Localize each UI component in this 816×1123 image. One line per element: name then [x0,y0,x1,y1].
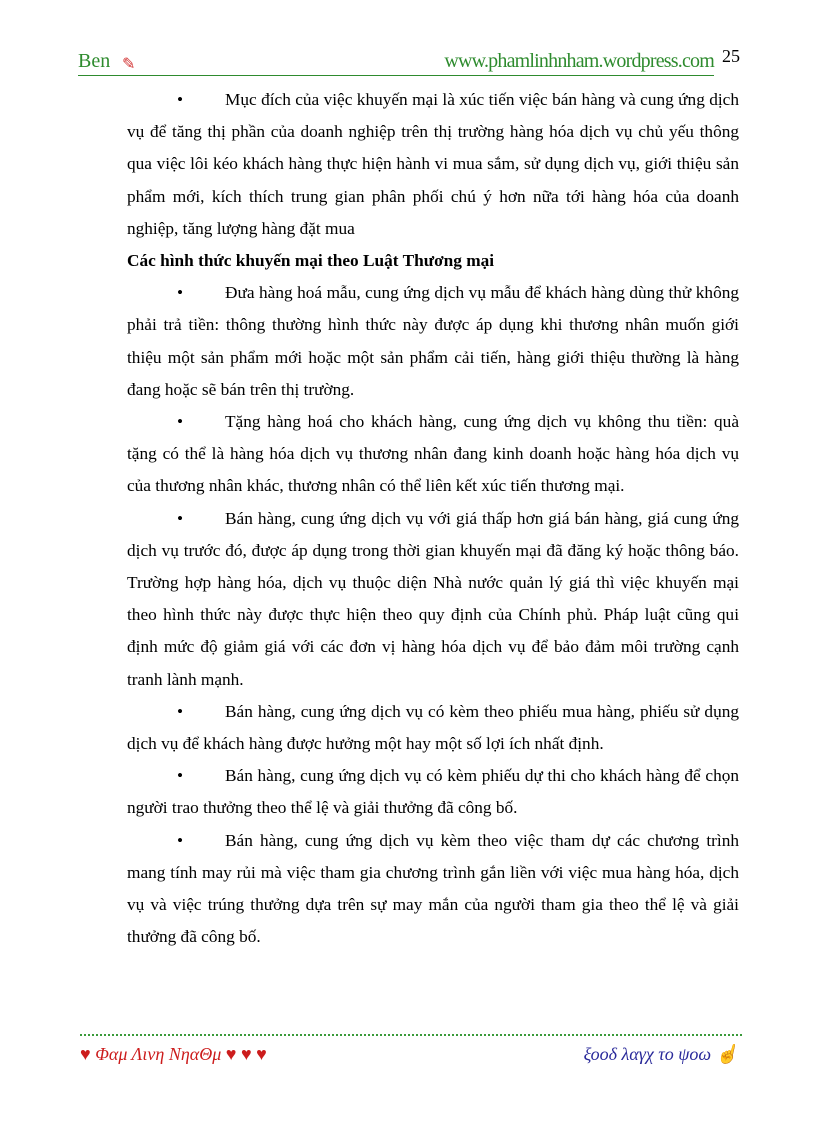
bullet: • [177,90,184,109]
footer-tagline: ξοοδ λαγχ το ψοω [583,1044,712,1064]
bullet: • [177,412,184,432]
section-heading: Các hình thức khuyến mại theo Luật Thương mại [127,251,495,271]
bullet: • [177,283,184,303]
list-item-text: Tặng hàng hoá cho khách hàng, cung ứng dịch vụ không thu tiền: quà tặng có thể là hàng hóa dịch vụ thương nhân đang kinh doanh hoặc hàng hóa dịch vụ của thương nhân khác, thương nhân có thể liên kết xúc tiến thương mại. [127,412,739,496]
pencil-icon: ✎ [122,56,136,73]
bullet: • [177,701,184,721]
paragraph [127,84,739,245]
list-item-text: Đưa hàng hoá mẫu, cung ứng dịch vụ mẫu để khách hàng dùng thử không phải trả tiền: thông thường hình thức này được áp dụng khi thương nhân muốn giới thiệu một sản phẩm mới hoặc một sản phẩm cải tiến, hàng giới thiệu thường là hàng đang hoặc sẽ bán trên thị trường. [127,283,739,399]
thumbs-up-icon: ☝ [715,1044,738,1064]
list-item-text: Bán hàng, cung ứng dịch vụ kèm theo việc tham dự các chương trình mang tính may rủi mà việc tham gia chương trình gắn liền với việc mua hàng hóa, dịch vụ và việc trúng thưởng dựa trên sự may mắn của người tham gia theo thể lệ và giải thưởng đã công bố. [127,830,739,947]
footer-rule [80,1034,742,1036]
list-item [127,277,739,406]
list-item-text: Bán hàng, cung ứng dịch vụ có kèm theo phiếu mua hàng, phiếu sử dụng dịch vụ để khách hàng được hưởng một hay một số lợi ích nhất định. [127,701,739,754]
list-item [127,696,739,760]
footer-left [80,1044,267,1065]
list-item [127,825,739,954]
list-item [127,406,739,503]
bullet: • [177,508,184,528]
page-footer [80,1044,742,1068]
list-item-text: Bán hàng, cung ứng dịch vụ có kèm phiếu dự thi cho khách hàng để chọn người trao thưởng theo thể lệ và giải thưởng đã công bố. [127,766,739,818]
footer-right [584,1044,738,1065]
list-item [127,503,739,696]
page-header [78,46,740,76]
heart-icon: ♥ [80,1044,91,1064]
page-number: 25 [722,46,740,66]
bullet: • [177,830,184,850]
header-rule [78,75,714,76]
header-website: www.phamlinhnham.wordpress.com [444,50,714,72]
list-item-text: Bán hàng, cung ứng dịch vụ với giá thấp hơn giá bán hàng, giá cung ứng dịch vụ trước đó, được áp dụng trong thời gian khuyến mại đã đăng ký hoặc thông báo. Trường hợp hàng hóa, dịch vụ thuộc diện Nhà nước quản lý giá thì việc khuyến mại theo hình thức này được thực hiện theo quy định của Chính phủ. Pháp luật cũng qui định mức độ giảm giá với các đơn vị hàng hóa dịch vụ để bảo đảm môi trường cạnh tranh lành mạnh. [127,508,739,689]
list-item [127,760,739,824]
footer-author: Φαμ Λινη ΝηαΘμ [95,1044,222,1064]
hearts-icon: ♥ ♥ ♥ [225,1044,267,1064]
header-author: Ben [78,50,111,72]
paragraph-text: Mục đích của việc khuyến mại là xúc tiến việc bán hàng và cung ứng dịch vụ để tăng thị phần của doanh nghiệp trên thị trường hàng hóa dịch vụ chủ yếu thông qua việc lôi kéo khách hàng thực hiện hành vi mua sắm, sử dụng dịch vụ, giới thiệu sản phẩm mới, kích thích trung gian phân phối chú ý hơn nữa tới hàng hóa của doanh nghiệp, tăng lượng hàng đặt mua [127,90,739,238]
page-body [127,84,739,953]
bullet: • [177,766,184,786]
